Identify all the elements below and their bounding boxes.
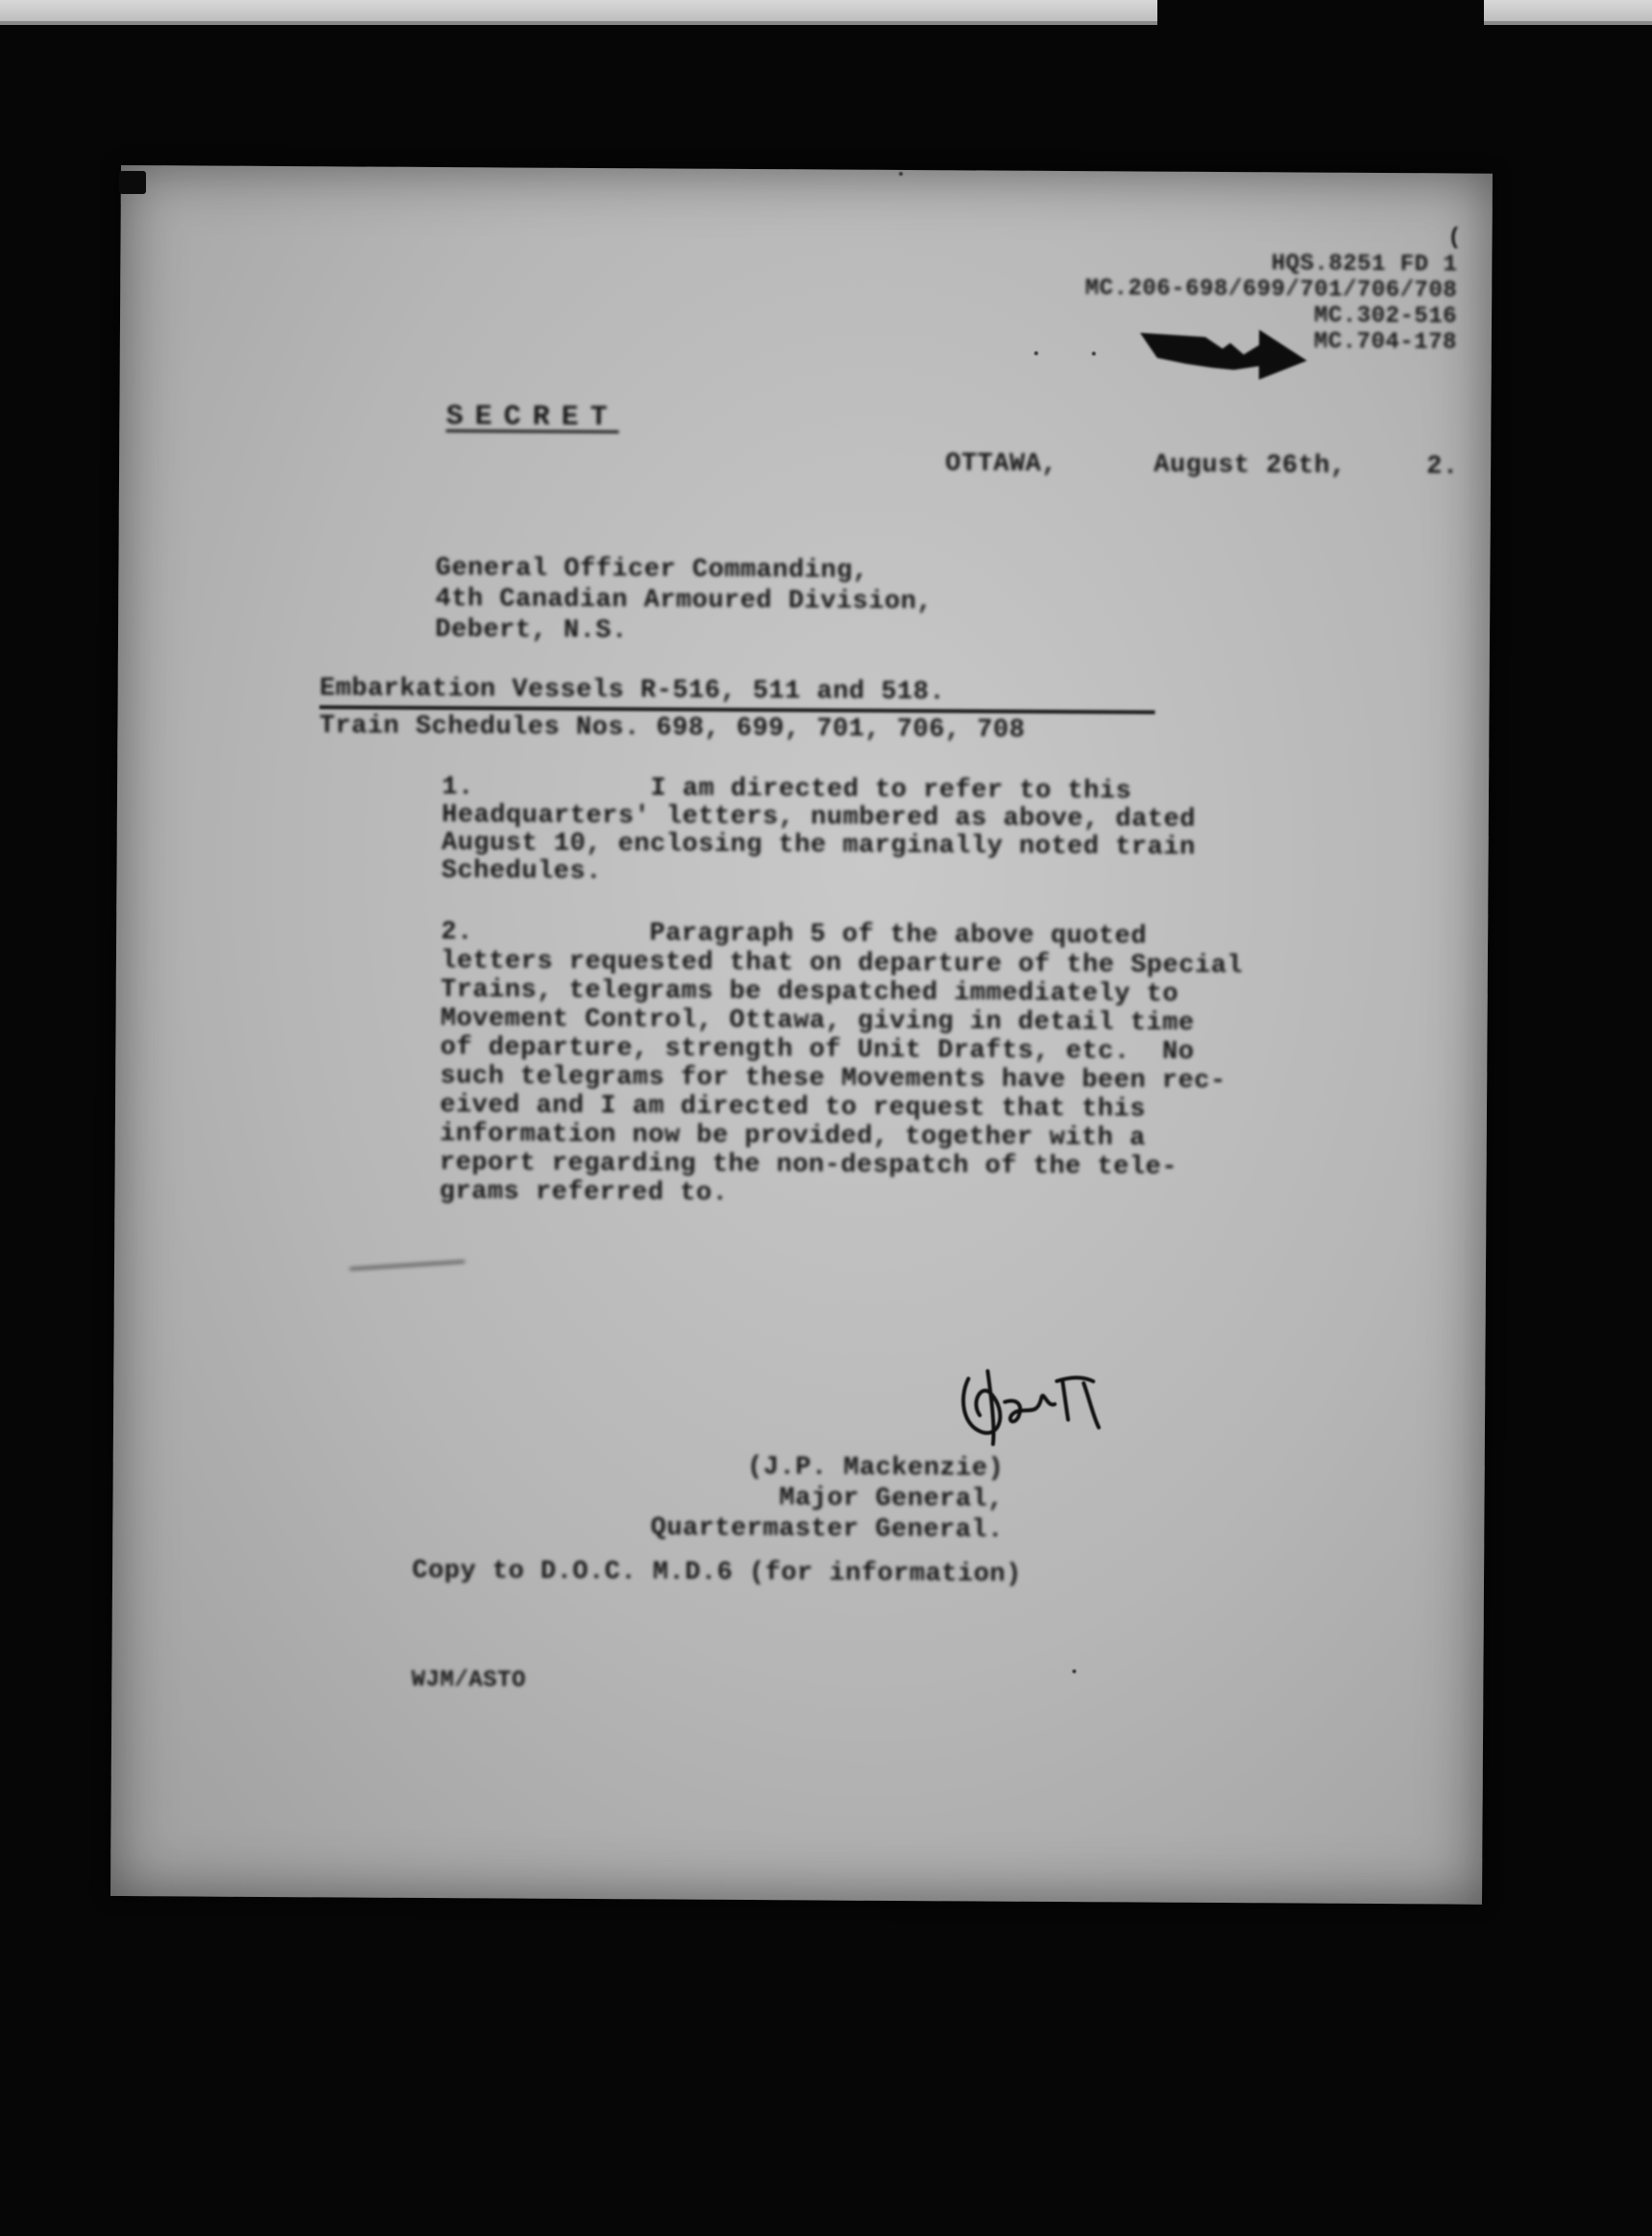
classification-heading: SECRET [446, 401, 620, 435]
file-reference-line: MC.302-516 [1313, 303, 1458, 330]
addressee-line: General Officer Commanding, [435, 554, 869, 586]
dateline: OTTAWA, August 26th, 2. [945, 450, 1459, 482]
speck [1072, 1669, 1076, 1673]
typist-initials: WJM/ASTO [411, 1666, 526, 1694]
file-reference-line: HQS.8251 FD 1 [1271, 251, 1458, 279]
addressee-line: 4th Canadian Armoured Division, [435, 585, 934, 618]
file-reference-line: MC.704-178 [1313, 328, 1457, 356]
speck [1034, 352, 1038, 355]
paragraph-1: 1. I am directed to refer to this Headquarters' letters, numbered as above, dated August 10, enclosing the marginally noted train Schedules. [441, 773, 1196, 887]
subject-block [319, 673, 1154, 746]
handwritten-signature-icon [949, 1359, 1113, 1446]
copy-to-line: Copy to D.O.C. M.D.6 (for information) [411, 1556, 1022, 1590]
page-corner-number: ( [1447, 225, 1462, 252]
subject-line: Embarkation Vessels R-516, 511 and 518. [319, 674, 946, 708]
file-reference-line: MC.206-698/699/701/706/708 [1084, 276, 1458, 304]
smudge-mark [350, 1260, 465, 1271]
paragraph-2: 2. Paragraph 5 of the above quoted letters requested that on departure of the Special Trains, telegrams be despatched immediately to Movement Control, Ottawa, giving in detail time of departure, strength of Unit Drafts, etc. No such telegrams for these Movements have been rec- eived and I am directed to request that this information now be provided, together with a report regarding the non-despatch of the tele- grams referred to. [439, 918, 1244, 1208]
speck [1092, 352, 1096, 355]
signatory-rank: Major General, [779, 1484, 1005, 1515]
previous-page-edge [0, 0, 1157, 25]
speck [899, 172, 903, 176]
letter-page [110, 165, 1493, 1905]
subject-line: Train Schedules Nos. 698, 699, 701, 706, 708 [319, 712, 1026, 745]
addressee-block [435, 553, 933, 648]
signature-block [650, 1451, 1004, 1545]
arrow-mark-icon [1138, 315, 1311, 383]
signatory-name: (J.P. Mackenzie) [746, 1453, 1005, 1484]
previous-page-edge-right [1484, 0, 1652, 25]
corner-mark [119, 171, 146, 194]
signatory-title: Quartermaster General. [650, 1514, 1004, 1545]
addressee-line: Debert, N.S. [434, 616, 628, 646]
